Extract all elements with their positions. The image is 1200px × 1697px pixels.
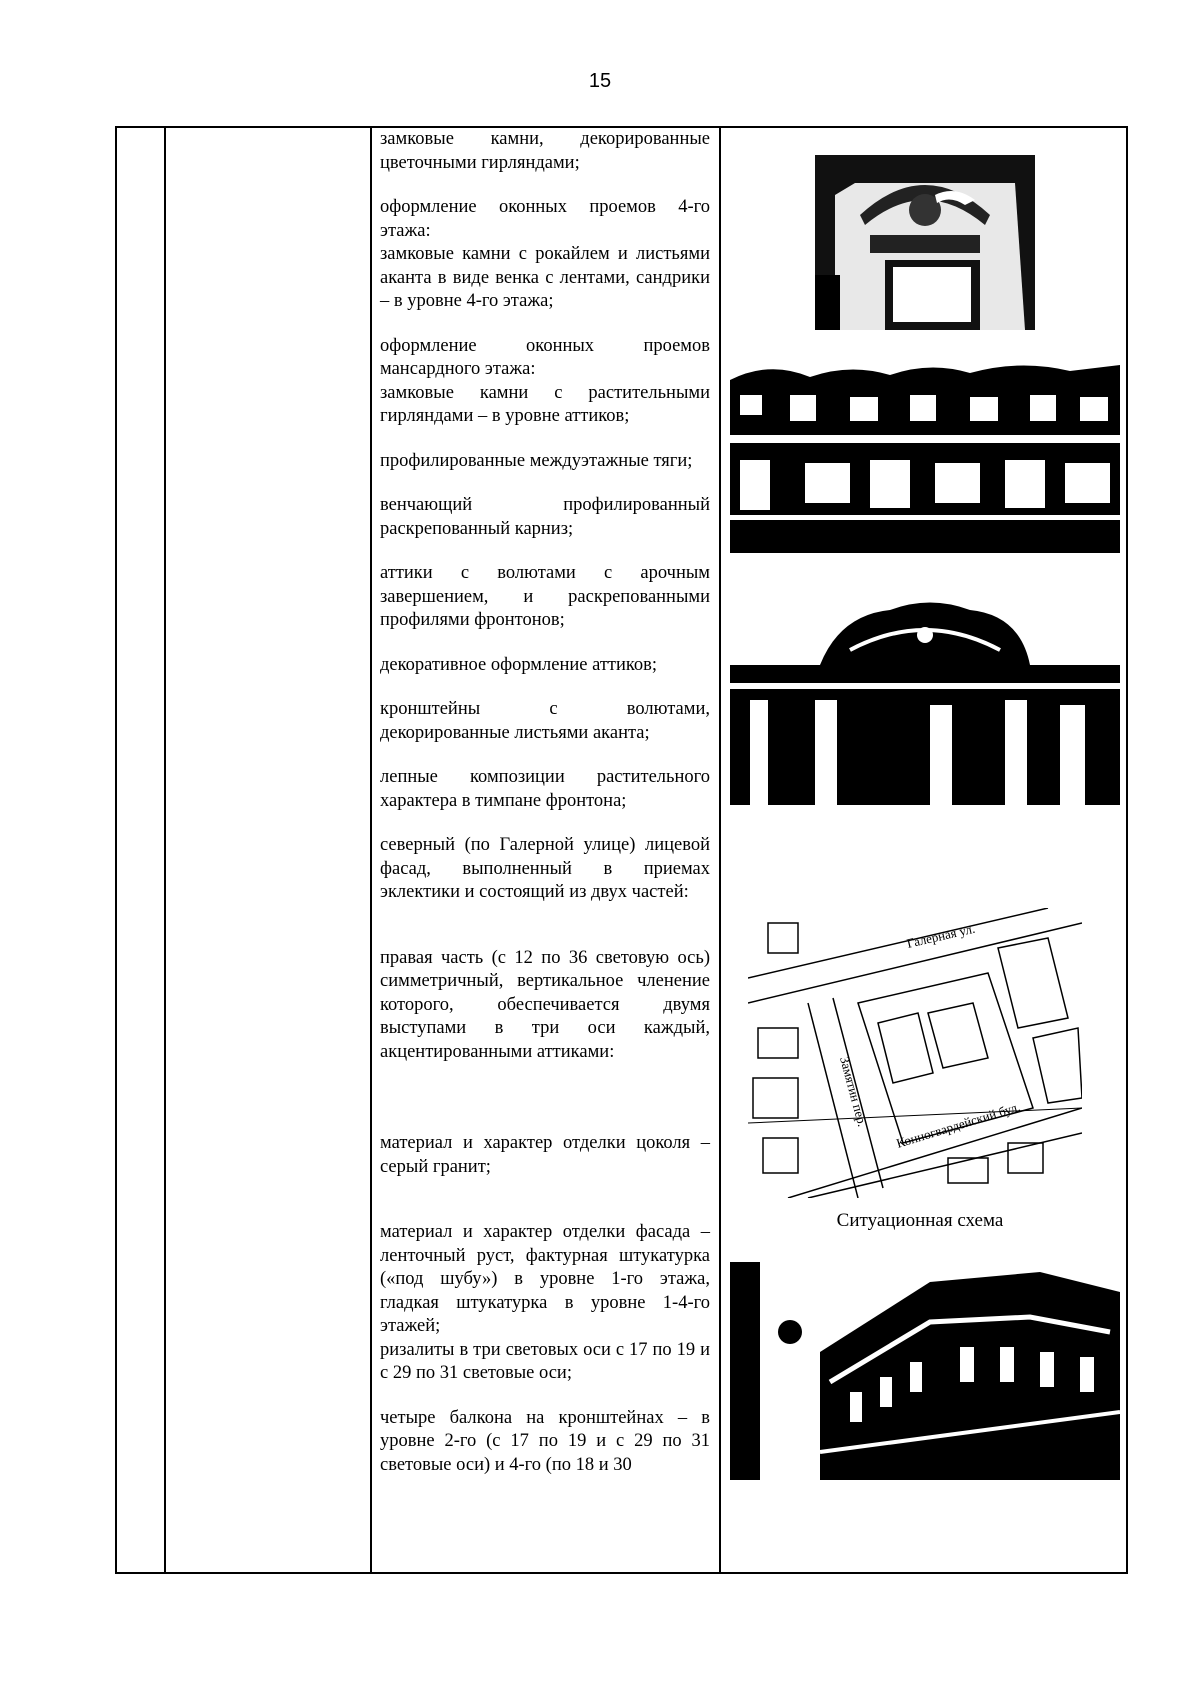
paragraph: декоративное оформление аттиков; bbox=[380, 654, 658, 675]
description-column bbox=[380, 128, 710, 1477]
map-street-label: Замятин пер. bbox=[837, 1054, 871, 1129]
paragraph: замковые камни, декорированные цветочными гирляндами; bbox=[380, 129, 710, 173]
map-street-label: Галерная ул. bbox=[905, 920, 977, 951]
map-caption: Ситуационная схема bbox=[836, 1210, 1004, 1231]
map-street-label: Конногвардейский бул. bbox=[894, 1098, 1022, 1151]
paragraph: ризалиты в три световых оси с 17 по 19 и с 29 по 31 световые оси; bbox=[380, 1339, 710, 1383]
paragraph: профилированные междуэтажные тяги; bbox=[380, 450, 693, 471]
paragraph: аттики с волютами с арочным завершением, и раскрепованными профилями фронтонов; bbox=[380, 563, 710, 630]
paragraph: венчающий профилированный раскрепованный карниз; bbox=[380, 495, 710, 539]
paragraph: северный (по Галерной улице) лицевой фасад, выполненный в приемах эклектики и состоящий из двух частей: bbox=[380, 835, 710, 902]
column-divider bbox=[370, 126, 372, 1574]
photo-mansard-windows bbox=[730, 355, 1120, 553]
situation-map bbox=[748, 908, 1082, 1198]
paragraph: оформление оконных проемов 4-го этажа: bbox=[380, 197, 710, 241]
paragraph: материал и характер отделки цоколя – серый гранит; bbox=[380, 1133, 710, 1177]
paragraph: лепные композиции растительного характера в тимпане фронтона; bbox=[380, 767, 710, 811]
photo-attic-volutes bbox=[730, 595, 1120, 805]
page-number: 15 bbox=[588, 70, 612, 92]
photo-building-corner bbox=[730, 1262, 1120, 1480]
paragraph: замковые камни с рокайлем и листьями аканта в виде венка с лентами, сандрики – в уровне 4-го этажа; bbox=[380, 244, 710, 311]
paragraph: кронштейны с волютами, декорированные листьями аканта; bbox=[380, 699, 710, 743]
column-divider bbox=[164, 126, 166, 1574]
paragraph: замковые камни с растительными гирляндами – в уровне аттиков; bbox=[380, 382, 710, 426]
paragraph: правая часть (с 12 по 36 световую ось) симметричный, вертикальное членение которого, обеспечивается двумя выступами в три оси каждый, акцентированными аттиками: bbox=[380, 947, 710, 1062]
paragraph: оформление оконных проемов мансардного этажа: bbox=[380, 335, 710, 379]
column-divider bbox=[719, 126, 721, 1574]
photo-window-keystone bbox=[815, 155, 1035, 330]
paragraph: материал и характер отделки фасада – ленточный руст, фактурная штукатурка («под шубу») в уровне 1-го этажа, гладкая штукатурка в уровне 1-4-го этажей; bbox=[380, 1222, 710, 1336]
paragraph: четыре балкона на кронштейнах – в уровне 2-го (с 17 по 19 и с 29 по 31 световые оси) и 4-го (по 18 и 30 bbox=[380, 1407, 710, 1475]
